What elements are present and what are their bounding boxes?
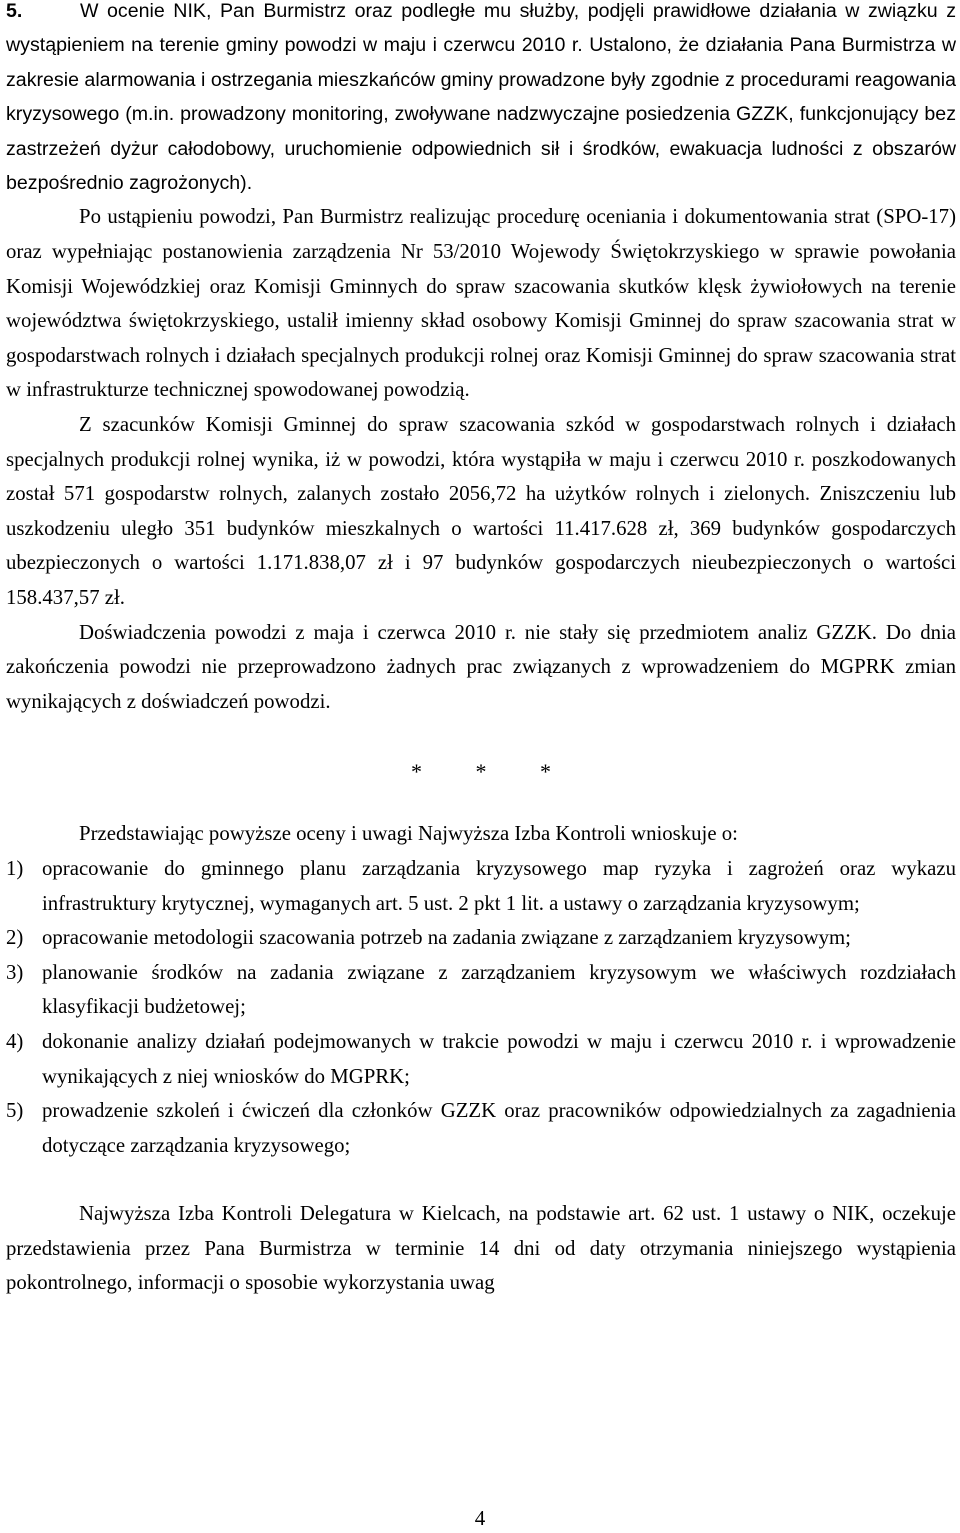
recommendation-item bbox=[6, 852, 956, 921]
list-marker: 3) bbox=[6, 960, 24, 984]
recommendation-item bbox=[6, 921, 956, 956]
paragraph-loss-assessment-procedure: Po ustąpieniu powodzi, Pan Burmistrz realizując procedurę oceniania i dokumentowania strat (SPO-17) oraz wypełniając postanowienia zarządzenia Nr 53/2010 Wojewody Świętokrzyskiego w sprawie powołania Komisji Wojewódzkiej oraz Komisji Gminnych do spraw szacowania skutków klęsk żywiołowych na terenie województwa świętokrzyskiego, ustalił imienny skład osobowy Komisji Gminnej do spraw szacowania strat w gospodarstwach rolnych i działach specjalnych produkcji rolnej oraz Komisji Gminnej do spraw szacowania strat w infrastrukturze technicznej spowodowanej powodzią. bbox=[6, 205, 956, 402]
recommendation-item bbox=[6, 956, 956, 1025]
list-marker: 5) bbox=[6, 1099, 24, 1123]
recommendation-text: opracowanie do gminnego planu zarządzania kryzysowego map ryzyka i zagrożeń oraz wykazu infrastruktury krytycznej, wymaganych art. 5 ust. 2 pkt 1 lit. a ustawy o zarządzania kryzysowym; bbox=[42, 856, 956, 915]
page-number: 4 bbox=[474, 1506, 486, 1530]
closing-paragraph: Najwyższa Izba Kontroli Delegatura w Kielcach, na podstawie art. 62 ust. 1 ustawy o NIK, oczekuje przedstawienia przez Pana Burmistrza w terminie 14 dni od daty otrzymania niniejszego wystąpienia pokontrolnego, informacji o sposobie wykorzystania uwag bbox=[6, 1202, 956, 1295]
section-5-text: W ocenie NIK, Pan Burmistrz oraz podległe mu służby, podjęli prawidłowe działania w związku z wystąpieniem na terenie gminy powodzi w maju i czerwcu 2010 r. Ustalono, że działania Pana Burmistrza w zakresie alarmowania i ostrzegania mieszkańców gminy prowadzone były zgodnie z procedurami reagowania kryzysowego (m.in. prowadzony monitoring, zwoływane nadzwyczajne posiedzenia GZZK, funkcjonujący bez zastrzeżeń dyżur całodobowy, uruchomienie odpowiednich sił i środków, ewakuacja ludności z obszarów bezpośrednio zagrożonych). bbox=[6, 0, 956, 195]
section-number: 5. bbox=[6, 0, 23, 22]
list-marker: 4) bbox=[6, 1029, 24, 1053]
list-marker: 1) bbox=[6, 856, 24, 880]
recommendation-text: opracowanie metodologii szacowania potrzeb na zadania związane z zarządzaniem kryzysowym; bbox=[42, 926, 851, 950]
document-page bbox=[6, 0, 956, 1301]
paragraph-damage-estimates: Z szacunków Komisji Gminnej do spraw szacowania szkód w gospodarstwach rolnych i działach specjalnych produkcji rolnej wynika, iż w powodzi, która wystąpiła w maju i czerwcu 2010 r. poszkodowanych został 571 gospodarstw rolnych, zalanych zostało 2056,72 ha użytków rolnych i zielonych. Zniszczeniu lub uszkodzeniu uległo 351 budynków mieszkalnych o wartości 11.417.628 zł, 369 budynków gospodarczych ubezpieczonych o wartości 1.171.838,07 zł i 97 budynków gospodarczych nieubezpieczonych o wartości 158.437,57 zł. bbox=[6, 413, 956, 609]
recommendation-text: dokonanie analizy działań podejmowanych w trakcie powodzi w maju i czerwcu 2010 r. i wprowadzenie wynikających z niej wniosków do MGPRK; bbox=[42, 1029, 956, 1088]
conclusions-intro: Przedstawiając powyższe oceny i uwagi Najwyższa Izba Kontroli wnioskuje o: bbox=[79, 822, 738, 846]
section-5-paragraph bbox=[6, 0, 956, 200]
recommendations-list bbox=[6, 852, 956, 1163]
recommendation-item bbox=[6, 1094, 956, 1163]
section-separator: * * * bbox=[411, 759, 551, 785]
recommendation-text: planowanie środków na zadania związane z zarządzaniem kryzysowym we właściwych rozdziałach klasyfikacji budżetowej; bbox=[42, 960, 956, 1019]
recommendation-item bbox=[6, 1025, 956, 1094]
recommendation-text: prowadzenie szkoleń i ćwiczeń dla członków GZZK oraz pracowników odpowiedzialnych za zagadnienia dotyczące zarządzania kryzysowego; bbox=[42, 1099, 956, 1157]
list-marker: 2) bbox=[6, 926, 24, 950]
paragraph-flood-experience-analysis: Doświadczenia powodzi z maja i czerwca 2010 r. nie stały się przedmiotem analiz GZZK. Do dnia zakończenia powodzi nie przeprowadzono żadnych prac związanych z wprowadzeniem do MGPRK zmian wynikających z doświadczeń powodzi. bbox=[6, 620, 956, 713]
